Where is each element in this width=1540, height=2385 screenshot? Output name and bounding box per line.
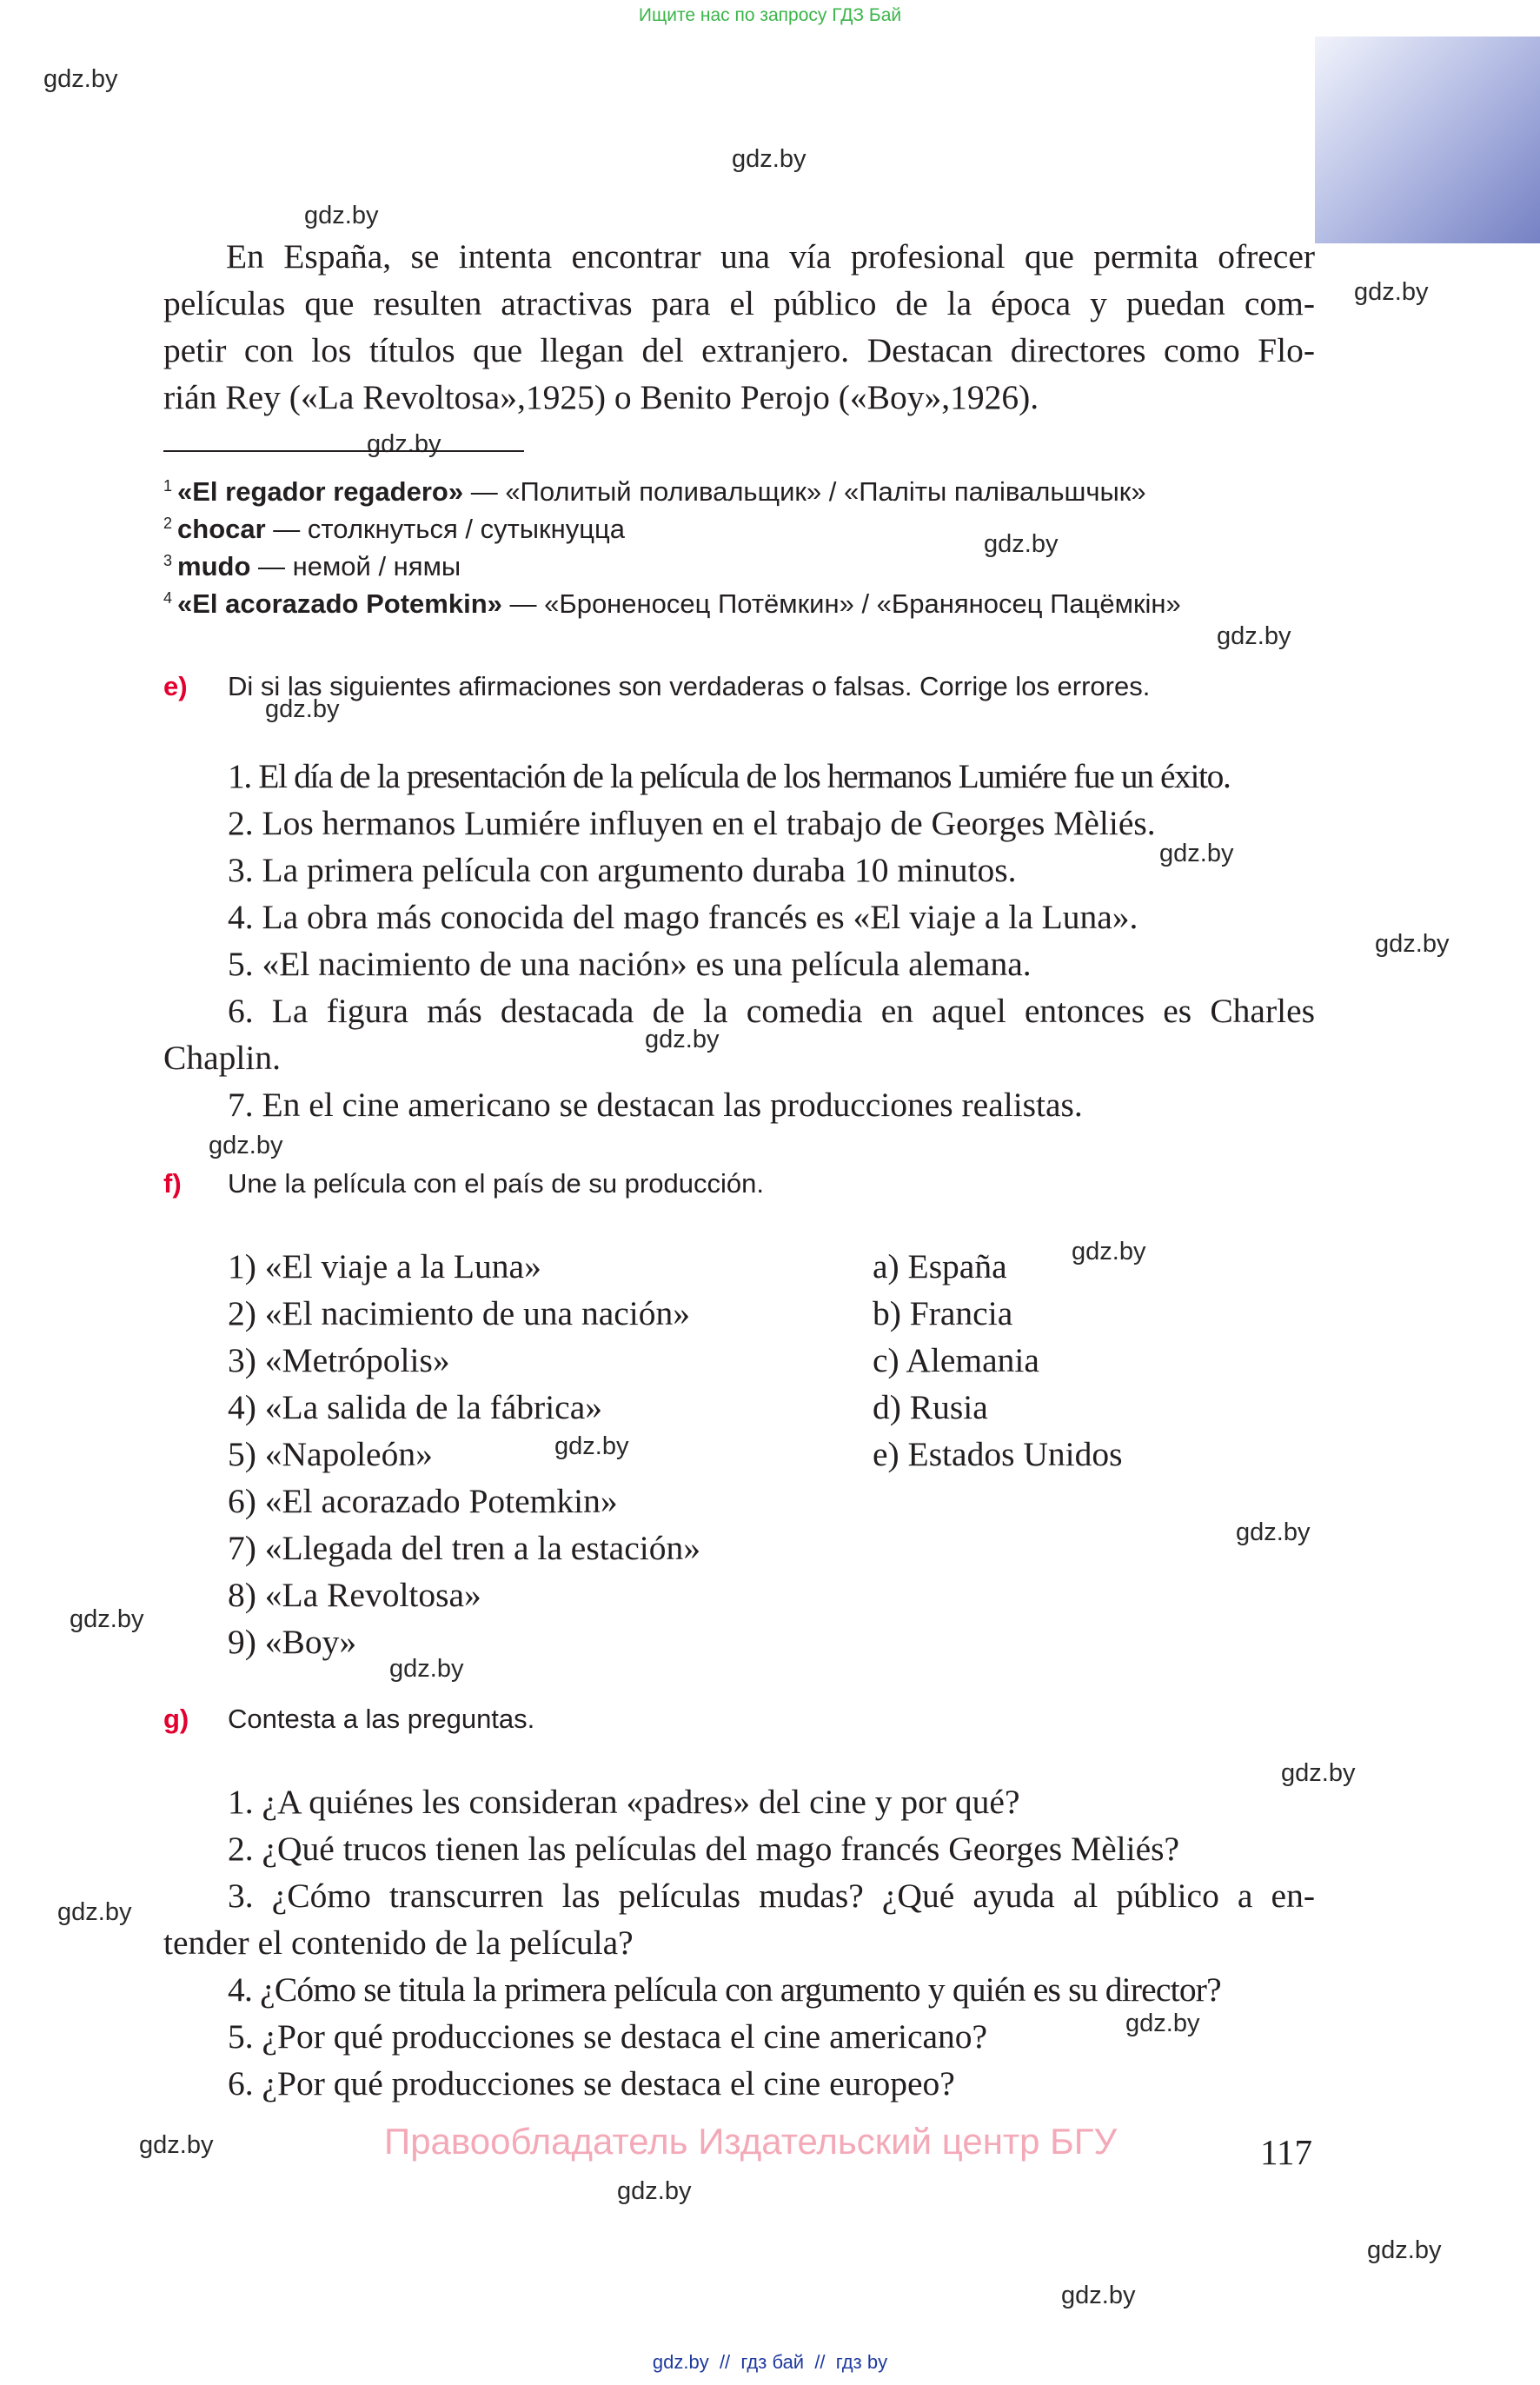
footnote-term: «El acorazado Potemkin»: [177, 588, 502, 619]
footnote-number: 3: [163, 552, 173, 569]
footnote-term: «El regador regadero»: [177, 476, 464, 507]
footnote-translation: — столкнуться / сутыкнуцца: [265, 514, 625, 544]
exercise-e-item: 5. «El nacimiento de una nación» es una película alemana.: [228, 945, 1032, 983]
exercise-g-item: 4. ¿Cómo se titula la primera película con argumento y quién es su director?: [228, 1970, 1221, 2009]
country-item: a) España: [873, 1247, 1007, 1286]
exercise-e-item: 2. Los hermanos Lumiére influyen en el trabajo de Georges Mèliés.: [228, 804, 1156, 842]
film-item: 4) «La salida de la fábrica»: [228, 1388, 602, 1426]
watermark: gdz.by: [1367, 2236, 1442, 2264]
watermark: gdz.by: [1281, 1759, 1356, 1787]
watermark: gdz.by: [1375, 930, 1450, 958]
film-item: 6) «El acorazado Potemkin»: [228, 1482, 618, 1520]
watermark: gdz.by: [1159, 840, 1234, 867]
film-item: 7) «Llegada del tren a la estación»: [228, 1529, 700, 1567]
footnote-translation: — немой / нямы: [250, 551, 461, 581]
exercise-g-instruction: Contesta a las preguntas.: [228, 1704, 535, 1734]
exercise-f-instruction: Une la película con el país de su producción.: [228, 1168, 764, 1199]
exercise-g-label: g): [163, 1704, 189, 1734]
paragraph-line: En España, se intenta encontrar una vía profesional que permita ofrecer: [226, 237, 1315, 276]
watermark: gdz.by: [1125, 2010, 1200, 2037]
paragraph-line: rián Rey («La Revoltosa»,1925) o Benito Perojo («Boy»,1926).: [163, 378, 1039, 416]
watermark: gdz.by: [617, 2177, 692, 2205]
watermark: gdz.by: [43, 65, 118, 93]
watermark: gdz.by: [304, 202, 379, 229]
exercise-g-item: 6. ¿Por qué producciones se destaca el cine europeo?: [228, 2064, 955, 2103]
exercise-e-item: 6. La figura más destacada de la comedia en aquel entonces es Charles: [228, 992, 1315, 1030]
watermark: gdz.by: [70, 1605, 144, 1633]
footnote-translation: — «Политый поливальщик» / «Паліты палівальшчык»: [463, 476, 1146, 507]
footnote-term: chocar: [177, 514, 266, 544]
watermark: gdz.by: [1354, 278, 1429, 306]
film-item: 8) «La Revoltosa»: [228, 1576, 481, 1614]
page-number: 117: [1260, 2132, 1312, 2172]
watermark: gdz.by: [389, 1655, 464, 1683]
film-item: 3) «Metrópolis»: [228, 1341, 450, 1379]
exercise-e-item-continuation: Chaplin.: [163, 1039, 281, 1077]
footnote-term: mudo: [177, 551, 251, 581]
watermark: gdz.by: [265, 695, 340, 723]
watermark: gdz.by: [984, 530, 1059, 558]
exercise-e-label: e): [163, 671, 188, 701]
country-item: e) Estados Unidos: [873, 1435, 1123, 1473]
exercise-g-item: 3. ¿Cómo transcurren las películas mudas? ¿Qué ayuda al público a en-: [228, 1877, 1315, 1915]
footnote-number: 1: [163, 477, 173, 495]
watermark: gdz.by: [1061, 2282, 1136, 2309]
country-item: b) Francia: [873, 1294, 1013, 1332]
exercise-e-item: 1. El día de la presentación de la película de los hermanos Lumiére fue un éxito.: [228, 757, 1231, 795]
footnote-4: [163, 579, 1181, 623]
exercise-g-item: 1. ¿A quiénes les consideran «padres» del cine y por qué?: [228, 1783, 1020, 1821]
country-item: c) Alemania: [873, 1341, 1039, 1379]
exercise-e-item: 4. La obra más conocida del mago francés es «El viaje a la Luna».: [228, 898, 1138, 936]
exercise-e-item: 7. En el cine americano se destacan las producciones realistas.: [228, 1086, 1083, 1124]
paragraph-line: películas que resulten atractivas para el público de la época y puedan com-: [163, 284, 1315, 322]
watermark: gdz.by: [554, 1432, 629, 1460]
watermark: gdz.by: [139, 2131, 214, 2159]
watermark: gdz.by: [732, 145, 807, 173]
watermark: gdz.by: [209, 1132, 283, 1159]
exercise-g-item-continuation: tender el contenido de la película?: [163, 1923, 634, 1962]
footnote-translation: — «Броненосец Потёмкин» / «Браняносец Пацёмкін»: [501, 588, 1181, 619]
exercise-g-item: 2. ¿Qué trucos tienen las películas del mago francés Georges Mèliés?: [228, 1830, 1180, 1868]
watermark: gdz.by: [1217, 622, 1291, 650]
exercise-g-item: 5. ¿Por qué producciones se destaca el cine americano?: [228, 2017, 988, 2056]
bottom-links[interactable]: gdz.by // гдз бай // гдз by: [652, 2351, 888, 2373]
exercise-e-instruction: Di si las siguientes afirmaciones son verdaderas o falsas. Corrige los errores.: [228, 671, 1151, 701]
corner-gradient-decoration: [1315, 37, 1540, 243]
copyright-notice: Правообладатель Издательский центр БГУ: [384, 2121, 1118, 2162]
film-item: 9) «Boy»: [228, 1623, 357, 1661]
film-item: 1) «El viaje a la Luna»: [228, 1247, 541, 1286]
country-item: d) Rusia: [873, 1388, 988, 1426]
watermark: gdz.by: [1236, 1518, 1311, 1546]
film-item: 2) «El nacimiento de una nación»: [228, 1294, 690, 1332]
watermark: gdz.by: [1072, 1238, 1146, 1266]
footnote-divider: [163, 450, 524, 452]
watermark: gdz.by: [57, 1898, 132, 1926]
exercise-e-item: 3. La primera película con argumento duraba 10 minutos.: [228, 851, 1017, 889]
footnote-number: 4: [163, 589, 173, 607]
film-item: 5) «Napoleón»: [228, 1435, 433, 1473]
watermark: gdz.by: [367, 430, 441, 458]
paragraph-line: petir con los títulos que llegan del extranjero. Destacan directores como Flo-: [163, 331, 1315, 369]
watermark: gdz.by: [645, 1026, 720, 1053]
footnote-number: 2: [163, 515, 173, 532]
exercise-f-label: f): [163, 1168, 182, 1199]
top-banner: Ищите нас по запросу ГДЗ Бай: [638, 5, 902, 25]
